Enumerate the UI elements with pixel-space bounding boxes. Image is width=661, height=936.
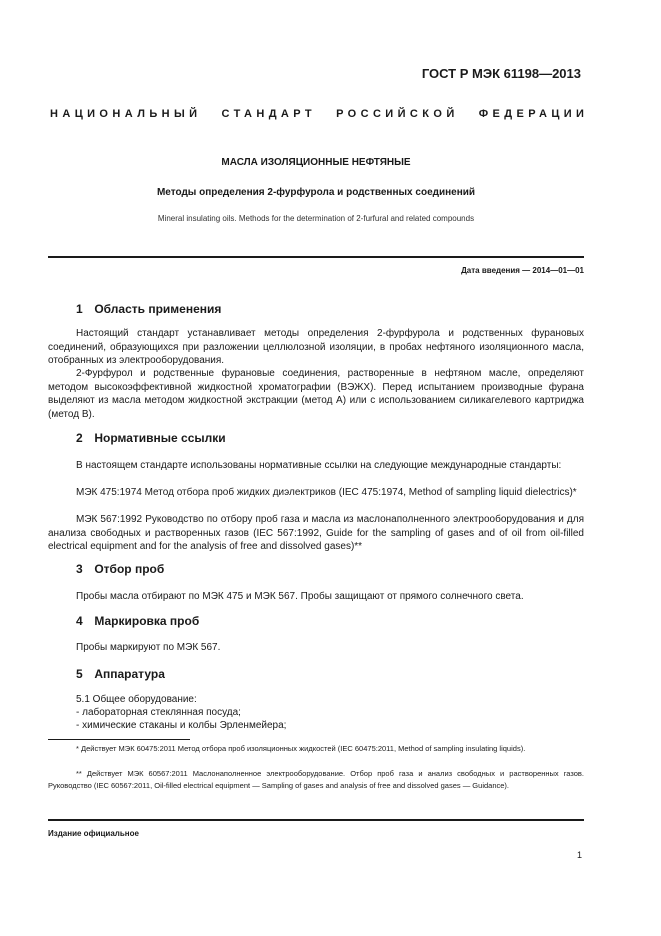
section-heading-2 [76, 431, 226, 445]
paragraph-text: В настоящем стандарте использованы нормативные ссылки на следующие международные стандарты: [76, 460, 562, 471]
section-number: 5 [76, 667, 83, 681]
section-heading-5 [76, 667, 165, 681]
reference-text: МЭК 567:1992 Руководство по отбору проб газа и масла из маслонаполненного электрооборудования и для анализа свободных и растворенных газов (IEC 567:1992, Guide for the sampling of gases and of oil from oil-filled electrical equipment and for the analysis of free and dissolved gases)** [48, 514, 584, 553]
section-title: Нормативные ссылки [94, 431, 226, 445]
paragraph [48, 327, 584, 368]
national-standard-banner [50, 108, 589, 120]
paragraph-text: 2-Фурфурол и родственные фурановые соединения, растворенные в нефтяном масле, определяют методом высокоэффективной жидкостной хроматографии (ВЭЖХ). Перед испытанием производные фурана выделяют из масла методом жидкостной экстракции (метод А) или с использованием силикагелевого картриджа (метод В). [48, 368, 584, 420]
list-item: - лабораторная стеклянная посуда; [76, 707, 241, 718]
reference-entry [48, 486, 584, 500]
paragraph [48, 459, 584, 473]
section-title: Область применения [94, 302, 222, 316]
section-title: Маркировка проб [94, 614, 200, 628]
section-heading-4 [76, 614, 199, 628]
footnote [48, 768, 584, 793]
section-number: 3 [76, 562, 83, 576]
paragraph-text: Пробы масла отбирают по МЭК 475 и МЭК 567. Пробы защищают от прямого солнечного света. [76, 591, 524, 602]
banner-word: НАЦИОНАЛЬНЫЙ [50, 108, 202, 120]
document-subtitle: Методы определения 2-фурфурола и родственных соединений [156, 187, 476, 198]
edition-label: Издание официальное [48, 829, 139, 838]
reference-text: МЭК 475:1974 Метод отбора проб жидких диэлектриков (IEC 475:1974, Method of sampling liquid dielectrics)* [76, 487, 577, 498]
paragraph [48, 641, 584, 655]
footnote-text: * Действует МЭК 60475:2011 Метод отбора проб изоляционных жидкостей (IEC 60475:2011, Method of sampling insulating liquids). [76, 744, 526, 753]
reference-entry [48, 513, 584, 554]
footnote-text: ** Действует МЭК 60567:2011 Маслонаполненное электрооборудование. Отбор проб газа и анализ свободных и растворенных газов. Руководство (IEC 60567:2011, Oil-filled electrical equipment — Sampling of gases and analysis of free and dissolved gases — Guidance). [48, 769, 584, 791]
section-heading-3 [76, 562, 164, 576]
document-title: МАСЛА ИЗОЛЯЦИОННЫЕ НЕФТЯНЫЕ [221, 157, 411, 168]
paragraph-text: Настоящий стандарт устанавливает методы определения 2-фурфурола и родственных фурановых соединений, образующихся при разложении целлюлозной изоляции, в пробах нефтяного изоляционного масла, отобранных из электрооборудования. [48, 328, 584, 367]
section-title: Отбор проб [94, 562, 165, 576]
banner-word: ФЕДЕРАЦИИ [478, 108, 589, 120]
introduction-date: Дата введения — 2014—01—01 [461, 266, 584, 275]
paragraph [48, 367, 584, 421]
section-title: Аппаратура [94, 667, 165, 681]
section-number: 2 [76, 431, 83, 445]
section-number: 4 [76, 614, 83, 628]
list-item: - химические стаканы и колбы Эрленмейера; [76, 720, 287, 731]
document-code: ГОСТ Р МЭК 61198—2013 [421, 66, 581, 81]
paragraph-text: Пробы маркируют по МЭК 567. [76, 642, 221, 653]
section-number: 1 [76, 302, 83, 316]
english-title: Mineral insulating oils. Methods for the determination of 2-furfural and related compounds [157, 214, 475, 223]
banner-word: СТАНДАРТ [221, 108, 316, 120]
footnote-divider [48, 739, 190, 740]
footnote [48, 743, 584, 755]
section-heading-1 [76, 302, 221, 316]
banner-word: РОССИЙСКОЙ [336, 108, 459, 120]
page-number: 1 [576, 850, 582, 860]
footer-divider [48, 819, 584, 821]
title-divider [48, 256, 584, 258]
clause-item: 5.1 Общее оборудование: [76, 694, 197, 705]
paragraph [48, 590, 584, 604]
